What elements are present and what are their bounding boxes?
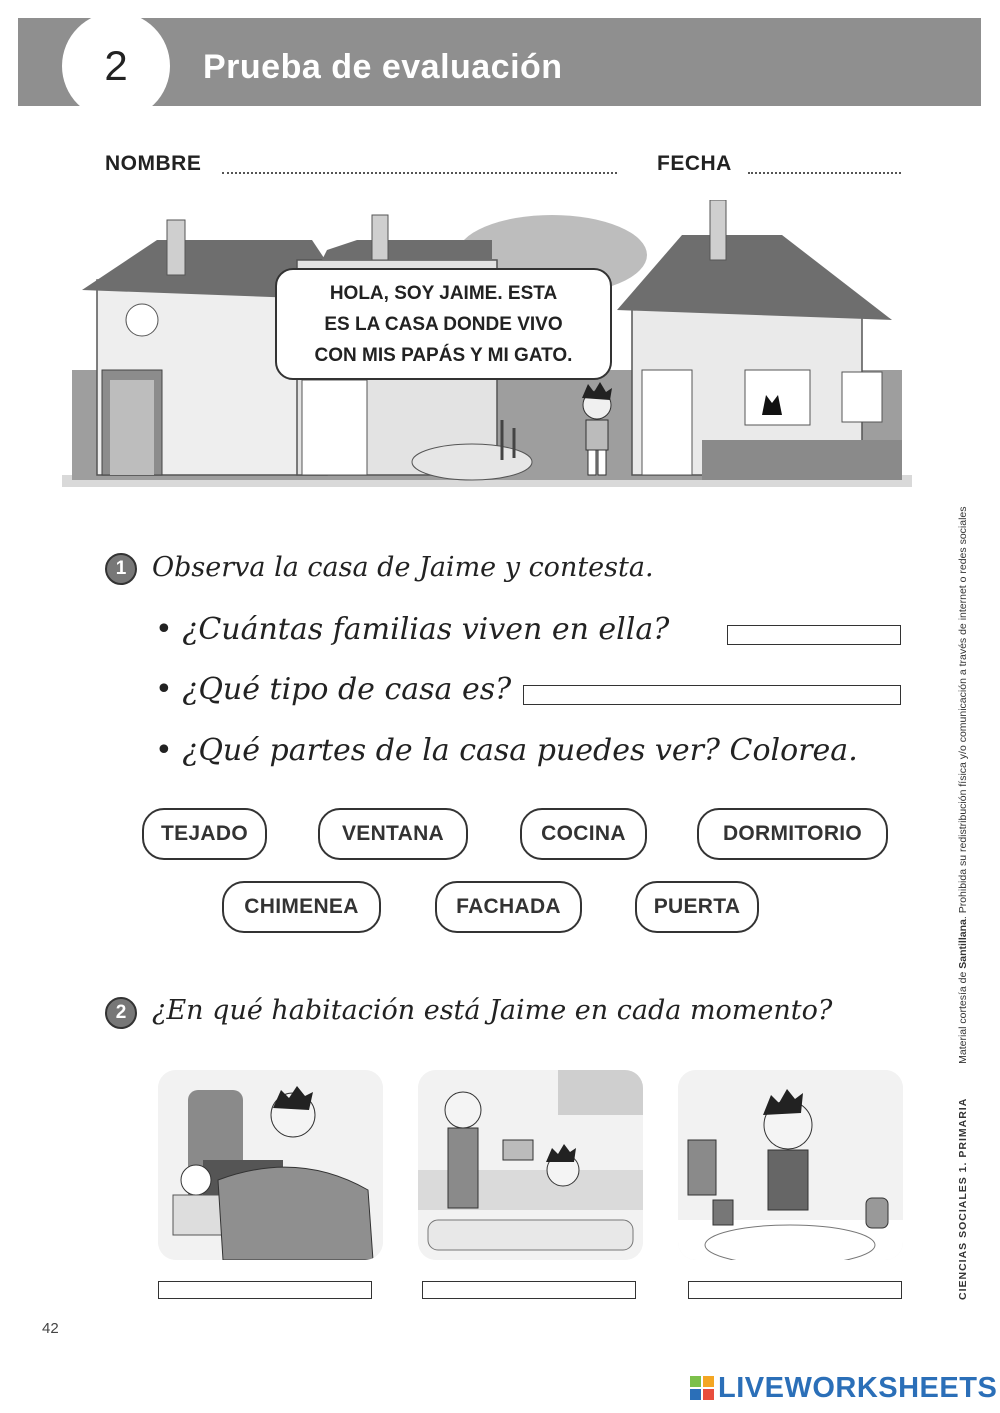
date-label: FECHA xyxy=(657,152,732,175)
question-1-bullet-1 xyxy=(155,612,669,647)
liveworksheets-logo-icon xyxy=(690,1376,714,1400)
option-fachada[interactable]: FACHADA xyxy=(435,881,582,933)
side-brand: Santillana xyxy=(957,919,969,969)
answer-picture-1-input[interactable] xyxy=(158,1281,372,1299)
date-field[interactable] xyxy=(748,172,901,174)
bullet-text: ¿Qué partes de la casa puedes ver? Colorea. xyxy=(182,733,858,768)
side-notice: . Prohibida su redistribución física y/o comunicación a través de internet o redes sociales xyxy=(957,506,969,920)
speech-line: HOLA, SOY JAIME. ESTA xyxy=(329,282,558,304)
option-chimenea[interactable]: CHIMENEA xyxy=(222,881,381,933)
option-ventana[interactable]: VENTANA xyxy=(318,808,468,860)
option-tejado[interactable]: TEJADO xyxy=(142,808,267,860)
bullet-dot: • xyxy=(155,672,183,707)
question-1-bullet-2 xyxy=(155,672,511,707)
bullet-text: ¿Cuántas familias viven en ella? xyxy=(182,612,670,647)
answer-families-input[interactable] xyxy=(727,625,901,645)
name-label: NOMBRE xyxy=(105,152,202,175)
name-field[interactable] xyxy=(222,172,617,174)
kitchen-picture xyxy=(418,1070,643,1260)
option-puerta[interactable]: PUERTA xyxy=(635,881,759,933)
answer-house-type-input[interactable] xyxy=(523,685,901,705)
question-1-text: Observa la casa de Jaime y contesta. xyxy=(152,552,654,583)
bullet-dot: • xyxy=(155,612,183,647)
bedroom-picture xyxy=(158,1070,383,1260)
answer-picture-3-input[interactable] xyxy=(688,1281,902,1299)
question-2-number: 2 xyxy=(105,997,137,1029)
answer-picture-2-input[interactable] xyxy=(422,1281,636,1299)
brand-name: LIVEWORKSHEETS xyxy=(718,1372,998,1404)
question-2-text: ¿En qué habitación está Jaime en cada momento? xyxy=(152,995,833,1026)
option-dormitorio[interactable]: DORMITORIO xyxy=(697,808,888,860)
option-cocina[interactable]: COCINA xyxy=(520,808,647,860)
side-material: Material cortesía de xyxy=(957,968,969,1064)
bathroom-picture xyxy=(678,1070,903,1260)
question-1-number: 1 xyxy=(105,553,137,585)
speech-line: CON MIS PAPÁS Y MI GATO. xyxy=(314,344,573,366)
bullet-text: ¿Qué tipo de casa es? xyxy=(182,672,512,707)
page-number: 42 xyxy=(42,1320,59,1337)
side-copyright-text xyxy=(957,490,969,1300)
bullet-dot: • xyxy=(155,733,183,768)
unit-number-badge: 2 xyxy=(62,12,170,120)
side-subject: CIENCIAS SOCIALES 1. PRIMARIA xyxy=(957,1097,969,1300)
speech-bubble xyxy=(275,268,612,380)
speech-line: ES LA CASA DONDE VIVO xyxy=(324,313,563,335)
question-1-bullet-3 xyxy=(155,733,858,768)
page-title: Prueba de evaluación xyxy=(203,48,563,86)
